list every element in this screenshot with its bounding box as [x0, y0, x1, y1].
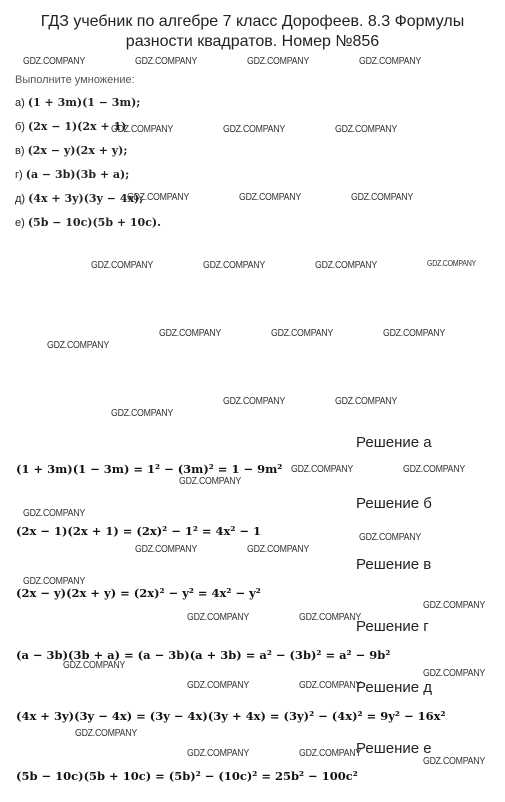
watermark: GDZ.COMPANY	[403, 464, 465, 475]
watermark: GDZ.COMPANY	[239, 192, 301, 203]
solution-expression-d: (4x + 3y)(3y − 4x) = (3y − 4x)(3y + 4x) = (3y)² − (4x)² = 9y² − 16x²	[16, 709, 446, 723]
page-title-line-2: разности квадратов. Номер №856	[125, 33, 380, 50]
watermark: GDZ.COMPANY	[23, 576, 85, 587]
solution-expression-e: (5b − 10c)(5b + 10c) = (5b)² − (10c)² = 25b² − 100c²	[16, 769, 358, 783]
watermark: GDZ.COMPANY	[223, 396, 285, 407]
task-item-b	[15, 120, 126, 133]
page-title	[0, 12, 505, 52]
task-label: д)	[15, 193, 26, 205]
task-item-d	[15, 192, 143, 205]
task-item-g	[15, 168, 129, 181]
watermark: GDZ.COMPANY	[423, 600, 485, 611]
watermark: GDZ.COMPANY	[187, 748, 249, 759]
watermark: GDZ.COMPANY	[423, 668, 485, 679]
watermark: GDZ.COMPANY	[359, 532, 421, 543]
watermark: GDZ.COMPANY	[187, 680, 249, 691]
task-expression: (1 + 3m)(1 − 3m);	[27, 96, 141, 109]
watermark: GDZ.COMPANY	[91, 260, 153, 271]
watermark: GDZ.COMPANY	[247, 56, 309, 67]
watermark: GDZ.COMPANY	[335, 396, 397, 407]
watermark: GDZ.COMPANY	[179, 476, 241, 487]
task-item-v	[15, 144, 127, 157]
watermark: GDZ.COMPANY	[383, 328, 445, 339]
watermark: GDZ.COMPANY	[159, 328, 221, 339]
task-label: г)	[15, 169, 23, 181]
watermark: GDZ.COMPANY	[111, 124, 173, 135]
watermark: GDZ.COMPANY	[291, 464, 353, 475]
watermark: GDZ.COMPANY	[111, 408, 173, 419]
watermark: GDZ.COMPANY	[135, 56, 197, 67]
solution-expression-b: (2x − 1)(2x + 1) = (2x)² − 1² = 4x² − 1	[16, 524, 262, 538]
watermark: GDZ.COMPANY	[315, 260, 377, 271]
task-label: б)	[15, 121, 25, 133]
task-item-a	[15, 96, 140, 109]
watermark: GDZ.COMPANY	[135, 544, 197, 555]
task-label: а)	[15, 97, 25, 109]
solution-title-g: Решение г	[356, 618, 429, 635]
solution-title-v: Решение в	[356, 556, 432, 573]
solution-expression-v: (2x − y)(2x + y) = (2x)² − y² = 4x² − y²	[16, 586, 261, 600]
watermark: GDZ.COMPANY	[203, 260, 265, 271]
task-expression: (4x + 3y)(3y − 4x);	[28, 192, 144, 205]
watermark: GDZ.COMPANY	[187, 612, 249, 623]
watermark: GDZ.COMPANY	[23, 56, 85, 67]
watermark: GDZ.COMPANY	[359, 56, 421, 67]
solution-title-d: Решение д	[356, 679, 432, 696]
watermark: GDZ.COMPANY	[127, 192, 189, 203]
page-title-line-1: ГДЗ учебник по алгебре 7 класс Дорофеев. 8.3 Формулы	[40, 13, 465, 30]
task-item-e	[15, 216, 161, 229]
solution-title-e: Решение е	[356, 740, 432, 757]
watermark: GDZ.COMPANY	[427, 259, 476, 268]
task-expression: (2x − y)(2x + y);	[27, 144, 128, 157]
watermark: GDZ.COMPANY	[223, 124, 285, 135]
task-label: в)	[15, 145, 25, 157]
solution-title-b: Решение б	[356, 495, 432, 512]
watermark: GDZ.COMPANY	[335, 124, 397, 135]
exercise-prompt: Выполните умножение:	[15, 74, 135, 86]
watermark: GDZ.COMPANY	[247, 544, 309, 555]
watermark: GDZ.COMPANY	[75, 728, 137, 739]
watermark: GDZ.COMPANY	[299, 612, 361, 623]
watermark: GDZ.COMPANY	[299, 748, 361, 759]
task-expression: (5b − 10c)(5b + 10c).	[27, 216, 161, 229]
task-label: е)	[15, 217, 25, 229]
watermark: GDZ.COMPANY	[23, 508, 85, 519]
solution-title-a: Решение а	[356, 434, 432, 451]
watermark: GDZ.COMPANY	[423, 756, 485, 767]
watermark: GDZ.COMPANY	[63, 660, 125, 671]
task-expression: (2x − 1)(2x + 1)	[28, 120, 127, 133]
watermark: GDZ.COMPANY	[271, 328, 333, 339]
solution-expression-a: (1 + 3m)(1 − 3m) = 1² − (3m)² = 1 − 9m²	[16, 462, 283, 476]
task-expression: (a − 3b)(3b + a);	[25, 168, 130, 181]
watermark: GDZ.COMPANY	[351, 192, 413, 203]
solution-expression-g: (a − 3b)(3b + a) = (a − 3b)(a + 3b) = a² − (3b)² = a² − 9b²	[16, 648, 391, 662]
watermark: GDZ.COMPANY	[47, 340, 109, 351]
watermark: GDZ.COMPANY	[299, 680, 361, 691]
